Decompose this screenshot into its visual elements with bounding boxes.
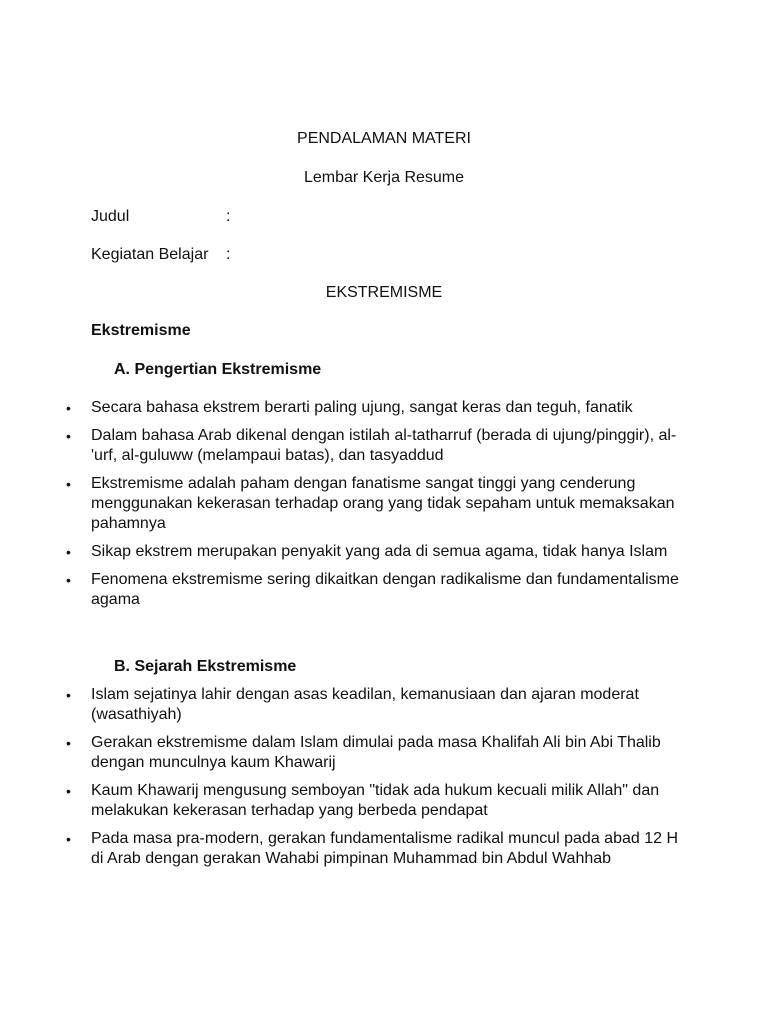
- field-label: Judul: [91, 208, 130, 225]
- bullet-icon: •: [66, 783, 71, 799]
- list-item-text: Gerakan ekstremisme dalam Islam dimulai pada masa Khalifah Ali bin Abi Thalib dengan munculnya kaum Khawarij: [91, 734, 661, 771]
- bullet-icon: •: [66, 687, 71, 703]
- list-item-text: Sikap ekstrem merupakan penyakit yang ada di semua agama, tidak hanya Islam: [91, 543, 668, 560]
- list-item-text: Pada masa pra-modern, gerakan fundamentalisme radikal muncul pada abad 12 H di Arab dengan gerakan Wahabi pimpinan Muhammad bin Abdul Wahhab: [91, 830, 679, 867]
- list-item-text: Dalam bahasa Arab dikenal dengan istilah al-tatharruf (berada di ujung/pinggir), al-'urf, al-guluww (melampaui batas), dan tasyaddud: [91, 427, 677, 464]
- list-item: [0, 570, 768, 610]
- field-separator: :: [226, 246, 231, 263]
- list-item: [0, 426, 768, 466]
- bullet-icon: •: [66, 544, 71, 560]
- list-item: [0, 685, 768, 725]
- section-heading: Ekstremisme: [91, 322, 191, 339]
- subsection-heading-a: A. Pengertian Ekstremisme: [114, 361, 322, 378]
- list-item-text: Islam sejatinya lahir dengan asas keadilan, kemanusiaan dan ajaran moderat (wasathiyah): [91, 686, 639, 723]
- bullet-icon: •: [66, 400, 71, 416]
- bullet-list-a: [0, 398, 768, 618]
- bullet-icon: •: [66, 831, 71, 847]
- list-item-text: Secara bahasa ekstrem berarti paling ujung, sangat keras dan teguh, fanatik: [91, 399, 633, 416]
- bullet-icon: •: [66, 572, 71, 588]
- list-item: [0, 474, 768, 534]
- list-item-text: Ekstremisme adalah paham dengan fanatisme sangat tinggi yang cenderung menggunakan kekerasan terhadap orang yang tidak sepaham untuk memaksakan pahamnya: [91, 475, 675, 532]
- bullet-icon: •: [66, 735, 71, 751]
- list-item: [0, 733, 768, 773]
- list-item: [0, 542, 768, 562]
- list-item: [0, 398, 768, 418]
- field-label: Kegiatan Belajar: [91, 246, 209, 263]
- bullet-list-b: [0, 685, 768, 877]
- topic-title: EKSTREMISME: [325, 284, 443, 301]
- list-item: [0, 829, 768, 869]
- subsection-heading-b: B. Sejarah Ekstremisme: [114, 658, 297, 675]
- list-item-text: Kaum Khawarij mengusung semboyan "tidak ada hukum kecuali milik Allah" dan melakukan kekerasan terhadap yang berbeda pendapat: [91, 782, 660, 819]
- document-title: PENDALAMAN MATERI: [297, 130, 471, 147]
- bullet-icon: •: [66, 428, 71, 444]
- field-separator: :: [226, 208, 231, 225]
- list-item: [0, 781, 768, 821]
- bullet-icon: •: [66, 476, 71, 492]
- list-item-text: Fenomena ekstremisme sering dikaitkan dengan radikalisme dan fundamentalisme agama: [91, 571, 679, 608]
- document-subtitle: Lembar Kerja Resume: [303, 169, 465, 186]
